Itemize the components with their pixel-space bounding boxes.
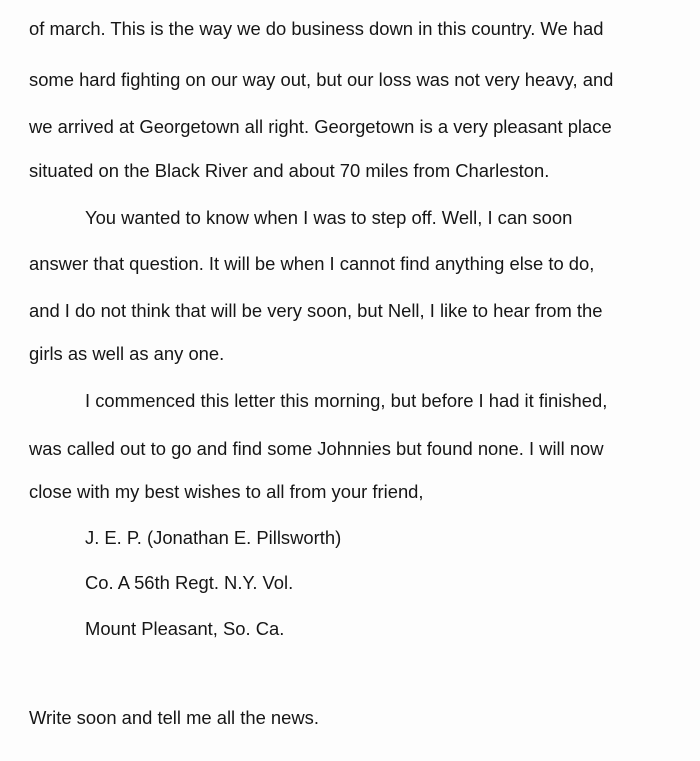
letter-line: some hard fighting on our way out, but our loss was not very heavy, and [29, 69, 614, 90]
signature-unit: Co. A 56th Regt. N.Y. Vol. [85, 572, 294, 593]
letter-line: and I do not think that will be very soon, but Nell, I like to hear from the [29, 300, 603, 321]
letter-line: close with my best wishes to all from your friend, [29, 481, 424, 502]
letter-line: girls as well as any one. [29, 343, 225, 364]
letter-line: of march. This is the way we do business down in this country. We had [29, 18, 604, 39]
letter-line: was called out to go and find some Johnnies but found none. I will now [29, 438, 604, 459]
letter-line: we arrived at Georgetown all right. Georgetown is a very pleasant place [29, 116, 612, 137]
letter-line: answer that question. It will be when I cannot find anything else to do, [29, 253, 595, 274]
signature-location: Mount Pleasant, So. Ca. [85, 618, 285, 639]
letter-line: situated on the Black River and about 70 miles from Charleston. [29, 160, 550, 181]
signature-name: J. E. P. (Jonathan E. Pillsworth) [85, 527, 342, 548]
letter-line: I commenced this letter this morning, but before I had it finished, [85, 390, 608, 411]
postscript: Write soon and tell me all the news. [29, 707, 319, 728]
letter-line: You wanted to know when I was to step off. Well, I can soon [85, 207, 573, 228]
